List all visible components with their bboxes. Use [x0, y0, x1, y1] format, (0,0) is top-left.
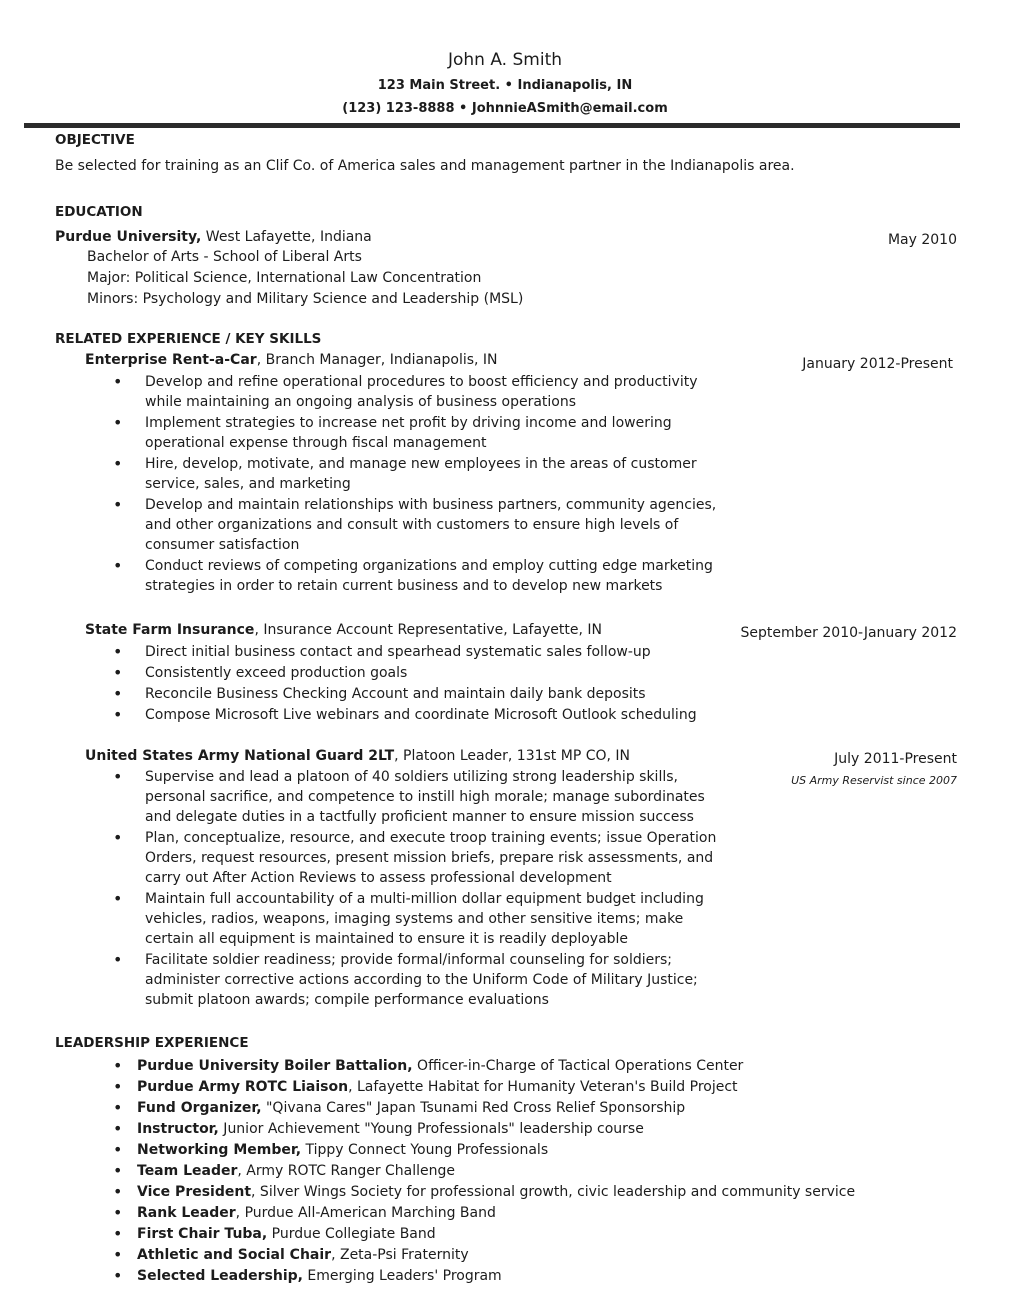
- education-school-line: [55, 227, 372, 247]
- list-item: • Networking Member, Tippy Connect Young Professionals: [113, 1140, 873, 1161]
- minors-line: Minors: Psychology and Military Science and Leadership (MSL): [87, 291, 524, 307]
- experience-heading: RELATED EXPERIENCE / KEY SKILLS: [55, 331, 322, 347]
- address-line: 123 Main Street. • Indianapolis, IN: [377, 78, 633, 93]
- list-item: • Develop and refine operational procedures to boost efficiency and productivity while maintaining an ongoing analysis of business operations: [113, 372, 733, 412]
- job-org: Enterprise Rent-a-Car: [85, 352, 257, 368]
- list-item: • Plan, conceptualize, resource, and execute troop training events; issue Operation Orders, request resources, present mission briefs, prepare risk assessments, and carry out After Action Reviews to assess professional development: [113, 828, 733, 888]
- list-item: • Direct initial business contact and spearhead systematic sales follow-up: [113, 642, 733, 662]
- major-line: Major: Political Science, International Law Concentration: [87, 270, 482, 286]
- job-role: , Insurance Account Representative, Lafayette, IN: [254, 622, 603, 638]
- objective-heading: OBJECTIVE: [55, 132, 135, 148]
- degree-line: Bachelor of Arts - School of Liberal Arts: [87, 249, 362, 265]
- list-item: • Instructor, Junior Achievement "Young Professionals" leadership course: [113, 1119, 873, 1140]
- job-title-line: [85, 746, 630, 766]
- school-name: Purdue University,: [55, 229, 202, 245]
- list-item: • Hire, develop, motivate, and manage new employees in the areas of customer service, sales, and marketing: [113, 454, 733, 494]
- list-item: • Vice President, Silver Wings Society for professional growth, civic leadership and community service: [113, 1182, 873, 1203]
- job-date: July 2011-Present: [834, 751, 957, 767]
- job-org: United States Army National Guard 2LT: [85, 748, 395, 764]
- job-date: January 2012-Present: [802, 356, 953, 372]
- list-item: • Purdue Army ROTC Liaison, Lafayette Habitat for Humanity Veteran's Build Project: [113, 1077, 873, 1098]
- list-item: • Maintain full accountability of a multi-million dollar equipment budget including vehicles, radios, weapons, imaging systems and other sensitive items; make certain all equipment is maintained to ensure it is readily deployable: [113, 889, 733, 949]
- school-location: West Lafayette, Indiana: [201, 229, 372, 245]
- list-item: • Purdue University Boiler Battalion, Officer-in-Charge of Tactical Operations Center: [113, 1056, 873, 1077]
- objective-text: Be selected for training as an Clif Co. of America sales and management partner in the Indianapolis area.: [55, 158, 795, 174]
- header-divider: [24, 123, 960, 128]
- job-date: September 2010-January 2012: [740, 625, 957, 641]
- candidate-name: John A. Smith: [447, 50, 563, 70]
- leadership-list: [113, 1056, 873, 1287]
- list-item: • Compose Microsoft Live webinars and coordinate Microsoft Outlook scheduling: [113, 705, 733, 725]
- contact-line: (123) 123-8888 • JohnnieASmith@email.com: [342, 101, 668, 116]
- job-title-line: [85, 350, 498, 370]
- list-item: • Reconcile Business Checking Account and maintain daily bank deposits: [113, 684, 733, 704]
- list-item: • Facilitate soldier readiness; provide formal/informal counseling for soldiers; administer corrective actions according to the Uniform Code of Military Justice; submit platoon awards; compile performance evaluations: [113, 950, 733, 1010]
- job-org: State Farm Insurance: [85, 622, 255, 638]
- job-note: US Army Reservist since 2007: [791, 774, 957, 787]
- list-item: • Conduct reviews of competing organizations and employ cutting edge marketing strategies in order to retain current business and to develop new markets: [113, 556, 733, 596]
- list-item: • Develop and maintain relationships with business partners, community agencies, and other organizations and consult with customers to ensure high levels of consumer satisfaction: [113, 495, 733, 555]
- list-item: • Fund Organizer, "Qivana Cares" Japan Tsunami Red Cross Relief Sponsorship: [113, 1098, 873, 1119]
- list-item: • First Chair Tuba, Purdue Collegiate Band: [113, 1224, 873, 1245]
- job-bullets: [113, 642, 733, 726]
- job-role: , Platoon Leader, 131st MP CO, IN: [394, 748, 631, 764]
- job-bullets: [113, 767, 733, 1011]
- job-bullets: [113, 372, 733, 597]
- list-item: • Rank Leader, Purdue All-American Marching Band: [113, 1203, 873, 1224]
- list-item: • Athletic and Social Chair, Zeta-Psi Fraternity: [113, 1245, 873, 1266]
- list-item: • Team Leader, Army ROTC Ranger Challenge: [113, 1161, 873, 1182]
- list-item: • Consistently exceed production goals: [113, 663, 733, 683]
- list-item: • Selected Leadership, Emerging Leaders' Program: [113, 1266, 873, 1287]
- education-heading: EDUCATION: [55, 204, 143, 220]
- list-item: • Implement strategies to increase net profit by driving income and lowering operational expense through fiscal management: [113, 413, 733, 453]
- resume-header: [0, 48, 1010, 120]
- job-role: , Branch Manager, Indianapolis, IN: [256, 352, 498, 368]
- job-title-line: [85, 620, 602, 640]
- leadership-heading: LEADERSHIP EXPERIENCE: [55, 1035, 249, 1051]
- list-item: • Supervise and lead a platoon of 40 soldiers utilizing strong leadership skills, personal sacrifice, and competence to instill high morale; manage subordinates and delegate duties in a tactfully proficient manner to ensure mission success: [113, 767, 733, 827]
- education-date: May 2010: [887, 232, 957, 248]
